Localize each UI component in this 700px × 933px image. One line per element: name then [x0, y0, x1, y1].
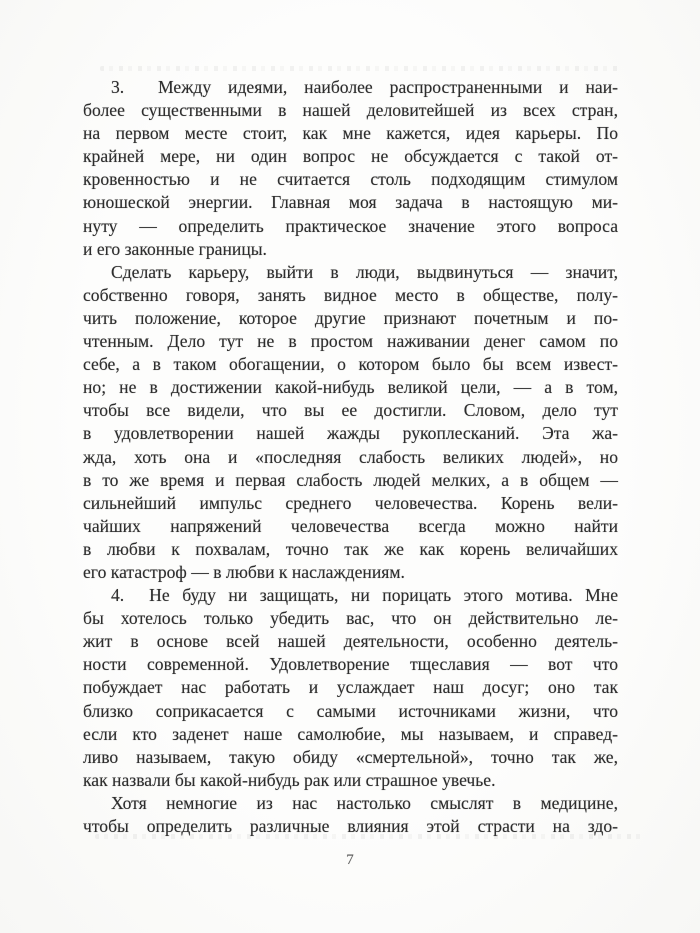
- text-line: но; не в достижении какой-нибудь великой цели, — а в том,: [83, 377, 618, 398]
- text-line: если кто заденет наше самолюбие, мы называем, и справед-: [83, 723, 618, 744]
- text-line: юношеской энергии. Главная моя задача в настоящую ми-: [83, 192, 618, 213]
- text-line: жит в основе всей нашей деятельности, особенно деятель-: [83, 631, 618, 652]
- text-line: нуту — определить практическое значение этого вопроса: [83, 215, 618, 236]
- text-line: ливо называем, такую обиду «смертельной», точно так же,: [83, 746, 618, 767]
- text-line: его катастроф — в любви к наслаждениям.: [83, 561, 405, 582]
- paragraph: [83, 792, 618, 838]
- text-line: крайней мере, ни один вопрос не обсуждается с такой от-: [83, 146, 618, 167]
- text-line: кровенностью и не считается столь подходящим стимулом: [83, 169, 618, 190]
- text-line: чтобы все видели, что вы ее достигли. Словом, дело тут: [83, 400, 618, 421]
- paragraph: [83, 261, 618, 584]
- text-line: более существенными в нашей деловитейшей из всех стран,: [83, 100, 618, 121]
- text-line: чтенным. Дело тут не в простом наживании денег самом по: [83, 331, 618, 352]
- text-line: себе, а в таком обогащении, о котором было бы всем извест-: [83, 354, 618, 375]
- paragraph: [83, 76, 618, 261]
- paragraph: [83, 584, 618, 792]
- scan-artifact-band: [100, 66, 620, 71]
- text-block: [83, 76, 618, 838]
- text-line: бы хотелось только убедить вас, что он действительно ле-: [83, 608, 618, 629]
- text-line: ности современной. Удовлетворение тщеславия — вот что: [83, 654, 618, 675]
- text-line: жда, хоть она и «последняя слабость великих людей», но: [83, 446, 618, 467]
- text-line: 3. Между идеями, наиболее распространенными и наи-: [111, 77, 618, 97]
- text-line: и его законные границы.: [83, 238, 267, 259]
- text-line: побуждает нас работать и услаждает наш досуг; оно так: [83, 677, 618, 698]
- text-line: чтобы определить различные влияния этой страсти на здо-: [83, 816, 618, 836]
- text-line: сильнейший импульс среднего человечества. Корень вели-: [83, 492, 618, 513]
- text-line: в удовлетворении нашей жажды рукоплесканий. Эта жа-: [83, 423, 618, 444]
- text-line: как назвали бы какой-нибудь рак или страшное увечье.: [83, 769, 496, 790]
- text-line: чить положение, которое другие признают почетным и по-: [83, 307, 618, 328]
- text-line: в то же время и первая слабость людей мелких, а в общем —: [83, 469, 618, 490]
- text-line: Хотя немногие из нас настолько смыслят в медицине,: [111, 792, 618, 813]
- text-line: чайших напряжений человечества всегда можно найти: [83, 515, 618, 536]
- text-line: на первом месте стоит, как мне кажется, идея карьеры. По: [83, 123, 618, 144]
- page-number: 7: [346, 852, 354, 868]
- text-line: Сделать карьеру, выйти в люди, выдвинуться — значит,: [111, 261, 618, 282]
- text-line: 4. Не буду ни защищать, ни порицать этого мотива. Мне: [111, 585, 618, 606]
- scan-artifact-band: [95, 834, 645, 839]
- text-line: в любви к похвалам, точно так же как корень величайших: [83, 538, 618, 559]
- text-line: собственно говоря, занять видное место в обществе, полу-: [83, 284, 618, 305]
- text-line: близко соприкасается с самыми источниками жизни, что: [83, 700, 618, 721]
